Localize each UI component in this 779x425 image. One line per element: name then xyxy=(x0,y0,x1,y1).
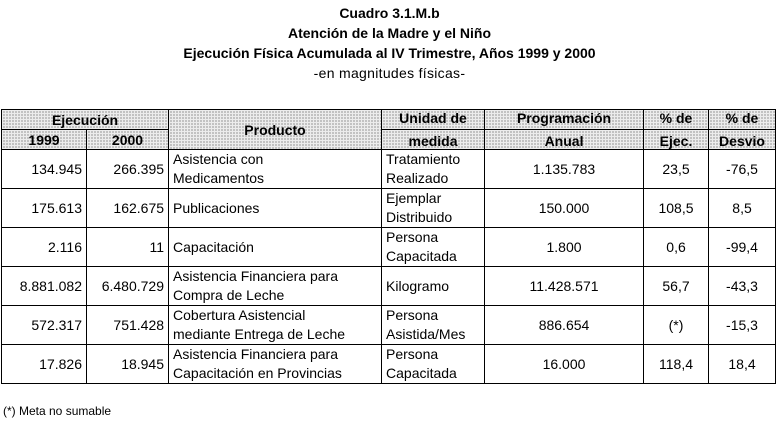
cell-pct-ejec-line1: 118,4 xyxy=(659,356,694,372)
cell-pct-ejec-line1: 0,6 xyxy=(666,239,686,255)
cell-pct-desvio xyxy=(709,228,776,267)
cell-producto xyxy=(169,150,382,189)
header-pct-ejec-line1: % de xyxy=(644,110,709,130)
cell-producto xyxy=(169,189,382,228)
header-pct-desvio-line1: % de xyxy=(709,110,776,130)
cell-1999 xyxy=(2,228,87,267)
table-caption xyxy=(0,0,779,83)
cell-pct-desvio xyxy=(709,306,776,345)
cell-unidad-line2: Asistida/Mes xyxy=(386,326,466,342)
cell-pct-desvio-line1: 8,5 xyxy=(732,200,752,216)
cell-1999 xyxy=(2,150,87,189)
table-row xyxy=(2,345,776,384)
cell-2000-line1: 11 xyxy=(149,239,165,255)
cell-programacion-line1: 11.428.571 xyxy=(529,278,599,294)
cell-pct-ejec xyxy=(644,189,709,228)
cell-2000-line1: 266.395 xyxy=(113,161,165,177)
table-row xyxy=(2,189,776,228)
cell-pct-desvio-line1: -43,3 xyxy=(726,278,758,294)
header-programacion-line2: Anual xyxy=(485,130,644,150)
cell-pct-ejec xyxy=(644,267,709,306)
cell-1999-line1: 572.317 xyxy=(31,317,82,333)
cell-pct-desvio xyxy=(709,267,776,306)
cell-pct-desvio-line1: -76,5 xyxy=(726,161,758,177)
cell-1999 xyxy=(2,345,87,384)
cell-unidad-line2: Realizado xyxy=(386,170,449,186)
table-row xyxy=(2,267,776,306)
cell-1999 xyxy=(2,306,87,345)
cell-pct-ejec-line1: 108,5 xyxy=(658,200,694,216)
cell-programacion-line1: 16.000 xyxy=(542,356,586,372)
cell-pct-ejec xyxy=(644,150,709,189)
cell-pct-ejec-line1: (*) xyxy=(668,317,684,333)
cell-pct-desvio xyxy=(709,345,776,384)
cell-producto-line2: Compra de Leche xyxy=(173,287,285,303)
cell-programacion-line1: 1.135.783 xyxy=(532,161,596,177)
table-row xyxy=(2,306,776,345)
cell-2000-line1: 751.428 xyxy=(113,317,165,333)
cell-unidad xyxy=(382,306,485,345)
cell-unidad-line1: Persona xyxy=(386,229,439,245)
cell-pct-ejec xyxy=(644,306,709,345)
execution-table xyxy=(1,109,776,384)
table-row xyxy=(2,150,776,189)
cell-2000-line1: 6.480.729 xyxy=(101,278,165,294)
cell-pct-desvio xyxy=(709,150,776,189)
cell-pct-desvio-line1: 18,4 xyxy=(728,356,756,372)
cell-producto-line1: Capacitación xyxy=(173,238,254,255)
cell-1999-line1: 175.613 xyxy=(31,200,82,216)
cell-unidad-line1: Persona xyxy=(386,307,439,323)
cell-producto xyxy=(169,345,382,384)
cell-1999-line1: 8.881.082 xyxy=(19,278,82,294)
cell-unidad-line2: Capacitada xyxy=(386,248,457,264)
header-pct-desvio-line2: Desvio xyxy=(709,130,776,150)
header-producto: Producto xyxy=(169,110,382,150)
cell-1999-line1: 17.826 xyxy=(39,356,82,372)
cell-pct-ejec-line1: 56,7 xyxy=(662,278,690,294)
cell-1999 xyxy=(2,189,87,228)
cell-programacion xyxy=(485,189,644,228)
cell-producto-line1: Asistencia con xyxy=(173,151,264,167)
cell-programacion-line1: 1.800 xyxy=(546,239,582,255)
cell-pct-desvio xyxy=(709,189,776,228)
table-units-note: -en magnitudes físicas- xyxy=(313,65,466,81)
cell-producto-line1: Publicaciones xyxy=(173,199,260,216)
cell-unidad-line2: Capacitada xyxy=(386,365,457,381)
cell-unidad xyxy=(382,150,485,189)
cell-producto xyxy=(169,306,382,345)
header-ejecucion: Ejecución xyxy=(2,110,169,130)
cell-programacion xyxy=(485,150,644,189)
cell-unidad-line1: Persona xyxy=(386,346,439,362)
cell-pct-ejec xyxy=(644,228,709,267)
cell-pct-desvio-line1: -99,4 xyxy=(726,239,758,255)
header-year-2000: 2000 xyxy=(87,130,169,150)
header-row-2 xyxy=(2,130,776,150)
header-unidad-line2: medida xyxy=(382,130,485,150)
cell-2000-line1: 18.945 xyxy=(121,356,165,372)
cell-unidad xyxy=(382,228,485,267)
cell-2000 xyxy=(87,189,169,228)
header-unidad-line1: Unidad de xyxy=(382,110,485,130)
cell-2000 xyxy=(87,228,169,267)
cell-2000 xyxy=(87,306,169,345)
cell-1999-line1: 134.945 xyxy=(31,161,82,177)
cell-2000-line1: 162.675 xyxy=(113,200,165,216)
cell-unidad xyxy=(382,267,485,306)
table-number: Cuadro 3.1.M.b xyxy=(339,5,440,21)
cell-programacion xyxy=(485,228,644,267)
cell-unidad-line1: Ejemplar xyxy=(386,190,442,206)
cell-unidad-line1: Kilogramo xyxy=(386,277,450,294)
cell-programacion xyxy=(485,306,644,345)
table-row xyxy=(2,228,776,267)
cell-programacion xyxy=(485,345,644,384)
cell-producto-line1: Asistencia Financiera para xyxy=(173,346,338,362)
cell-pct-ejec-line1: 23,5 xyxy=(662,161,690,177)
cell-unidad-line1: Tratamiento xyxy=(386,151,461,167)
footnote: (*) Meta no sumable xyxy=(3,404,112,418)
cell-producto-line1: Cobertura Asistencial xyxy=(173,307,306,323)
cell-1999 xyxy=(2,267,87,306)
header-programacion-line1: Programación xyxy=(485,110,644,130)
header-pct-ejec-line2: Ejec. xyxy=(644,130,709,150)
cell-producto-line2: Medicamentos xyxy=(173,170,265,186)
cell-pct-desvio-line1: -15,3 xyxy=(726,317,758,333)
cell-producto-line1: Asistencia Financiera para xyxy=(173,268,338,284)
cell-unidad-line2: Distribuido xyxy=(386,209,453,225)
cell-programacion-line1: 886.654 xyxy=(538,317,590,333)
cell-producto-line2: Capacitación en Provincias xyxy=(173,365,342,381)
table-description: Ejecución Física Acumulada al IV Trimestre, Años 1999 y 2000 xyxy=(183,45,596,61)
cell-2000 xyxy=(87,267,169,306)
cell-producto xyxy=(169,267,382,306)
cell-programacion xyxy=(485,267,644,306)
cell-producto-line2: mediante Entrega de Leche xyxy=(173,326,346,342)
header-row-1 xyxy=(2,110,776,130)
cell-pct-ejec xyxy=(644,345,709,384)
table-program-title: Atención de la Madre y el Niño xyxy=(287,25,492,41)
cell-2000 xyxy=(87,345,169,384)
cell-2000 xyxy=(87,150,169,189)
cell-unidad xyxy=(382,189,485,228)
cell-producto xyxy=(169,228,382,267)
cell-1999-line1: 2.116 xyxy=(48,239,82,255)
cell-programacion-line1: 150.000 xyxy=(538,200,590,216)
header-year-1999: 1999 xyxy=(2,130,87,150)
cell-unidad xyxy=(382,345,485,384)
